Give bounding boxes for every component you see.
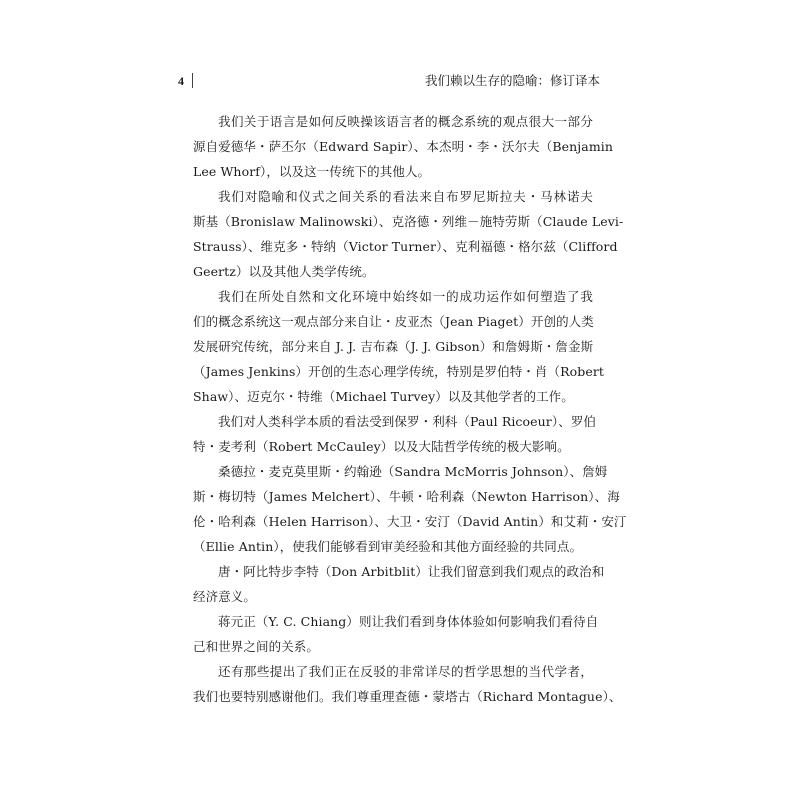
- text-line: 我们对隐喻和仪式之间关系的看法来自布罗尼斯拉夫・马林诺夫: [218, 189, 593, 204]
- text-line: Strauss）、维克多・特纳（Victor Turner）、克利福德・格尔兹（Clifford: [193, 239, 618, 254]
- text-line: 蒋元正（Y. C. Chiang）则让我们看到身体体验如何影响我们看待自: [218, 614, 599, 629]
- text-line: 还有那些提出了我们正在反驳的非常详尽的哲学思想的当代学者，: [218, 664, 593, 679]
- text-line: 特・麦考利（Robert McCauley）以及大陆哲学传统的极大影响。: [193, 439, 570, 454]
- text-line: Shaw）、迈克尔・特维（Michael Turvey）以及其他学者的工作。: [193, 389, 574, 404]
- text-line: （Ellie Antin），使我们能够看到审美经验和其他方面经验的共同点。: [193, 539, 583, 554]
- text-line: Lee Whorf），以及这一传统下的其他人。: [193, 164, 431, 179]
- text-line: 经济意义。: [193, 589, 257, 604]
- text-line: 我们在所处自然和文化环境中始终如一的成功运作如何塑造了我: [218, 289, 593, 304]
- text-line: 源自爱德华・萨丕尔（Edward Sapir）、本杰明・李・沃尔夫（Benjamin: [193, 139, 614, 154]
- page-number: 4: [178, 74, 184, 88]
- text-line: 发展研究传统，部分来自 J. J. 吉布森（J. J. Gibson）和詹姆斯・詹金斯: [193, 339, 594, 354]
- running-header: [178, 72, 600, 90]
- body-text: [193, 109, 627, 709]
- text-line: 们的概念系统这一观点部分来自让・皮亚杰（Jean Piaget）开创的人类: [193, 314, 594, 329]
- text-line: 我们对人类科学本质的看法受到保罗・利科（Paul Ricoeur）、罗伯: [218, 414, 597, 429]
- text-line: 桑德拉・麦克莫里斯・约翰逊（Sandra McMorris Johnson）、詹姆: [218, 464, 608, 479]
- text-line: 我们关于语言是如何反映操该语言者的概念系统的观点很大一部分: [218, 114, 593, 129]
- text-line: 斯・梅切特（James Melchert）、牛顿・哈利森（Newton Harrison）、海: [193, 489, 620, 504]
- header-divider: [192, 73, 193, 88]
- text-line: 己和世界之间的关系。: [193, 639, 320, 654]
- text-line: 唐・阿比特步李特（Don Arbitblit）让我们留意到我们观点的政治和: [218, 564, 605, 579]
- text-line: 我们也要特别感谢他们。我们尊重理查德・蒙塔古（Richard Montague）、: [193, 689, 622, 704]
- text-line: Geertz）以及其他人类学传统。: [193, 264, 375, 279]
- text-line: （James Jenkins）开创的生态心理学传统，特别是罗伯特・肖（Robert: [193, 364, 605, 379]
- running-title: 我们赖以生存的隐喻：修订译本: [424, 73, 600, 88]
- text-line: 伦・哈利森（Helen Harrison）、大卫・安汀（David Antin）和艾莉・安汀: [193, 514, 627, 529]
- text-line: 斯基（Bronislaw Malinowski）、克洛德・列维－施特劳斯（Claude Levi-: [193, 214, 624, 229]
